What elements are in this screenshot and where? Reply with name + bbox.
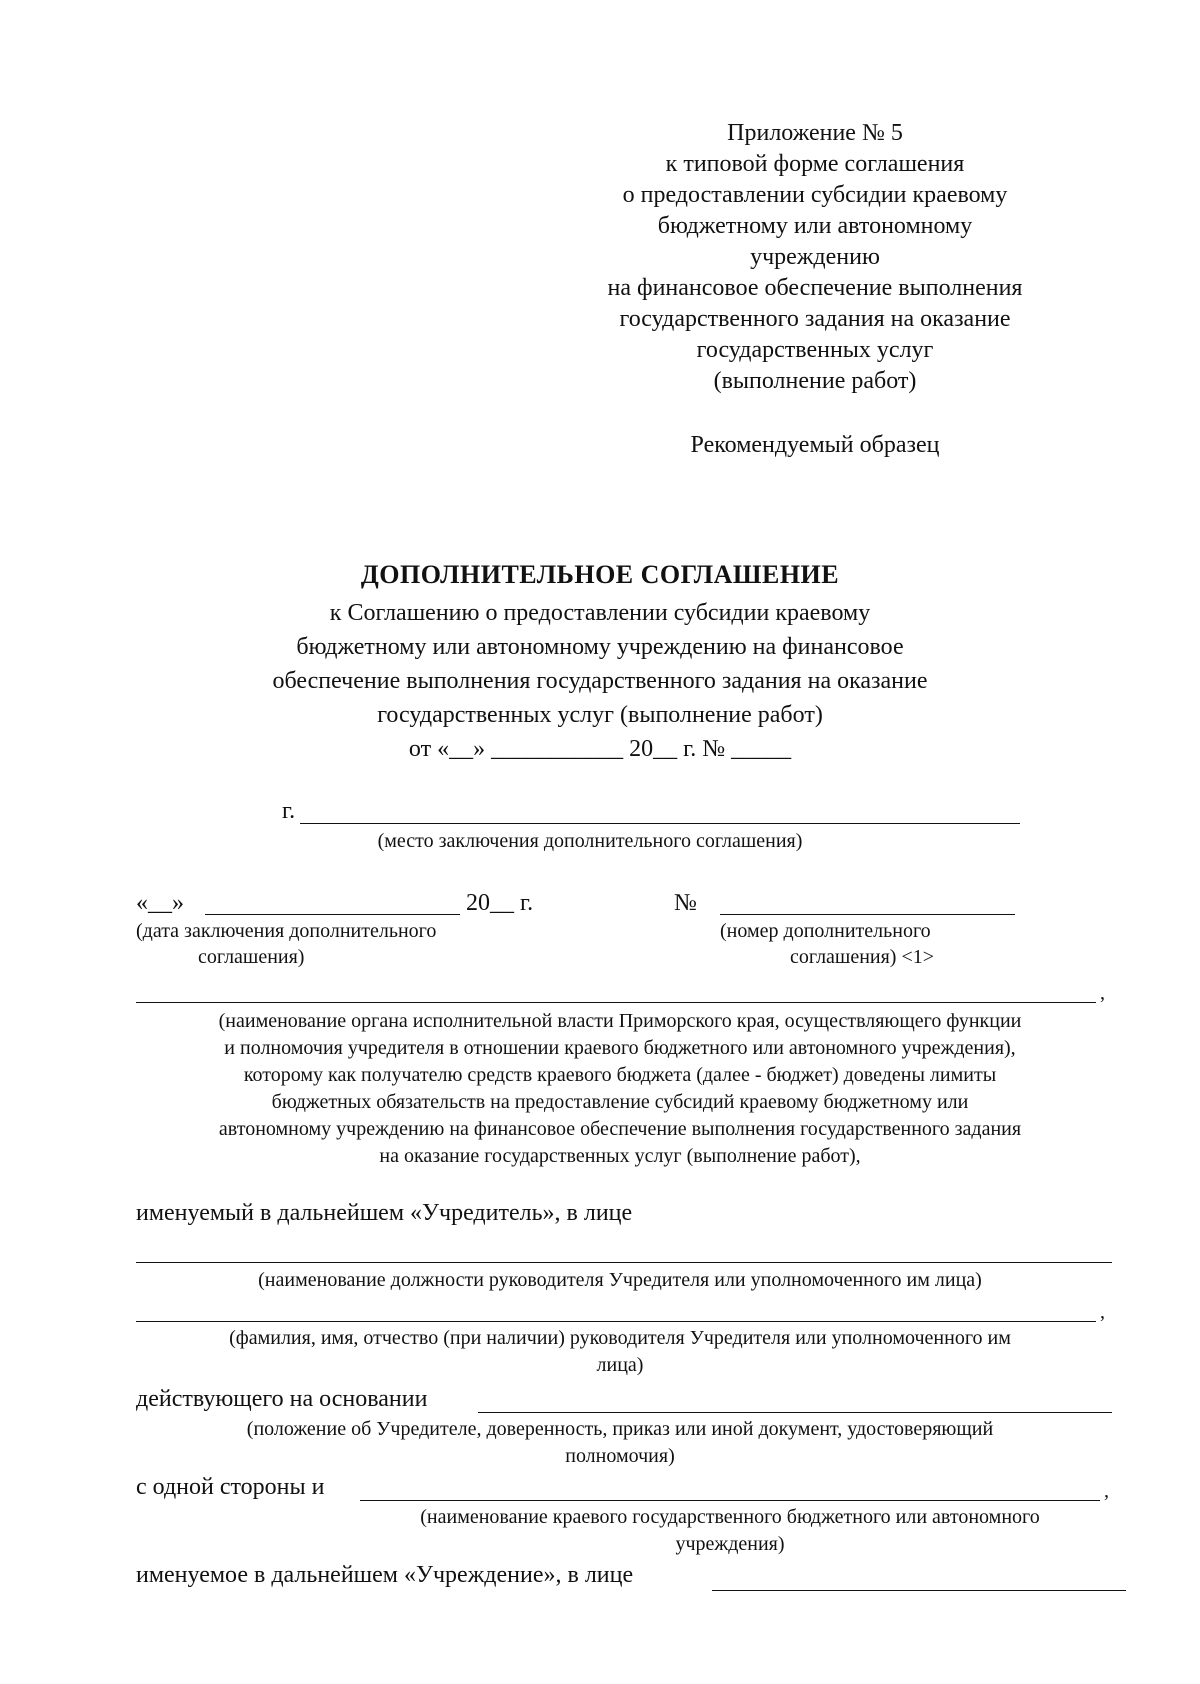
sample-label: Рекомендуемый образец bbox=[690, 432, 940, 458]
founder-named-line: именуемый в дальнейшем «Учредитель», в лице bbox=[136, 1200, 633, 1226]
city-prefix: г. bbox=[282, 798, 296, 824]
appendix-line: к типовой форме соглашения bbox=[665, 151, 965, 177]
number-sign: № bbox=[674, 890, 697, 916]
appendix-line: Приложение № 5 bbox=[727, 120, 903, 146]
title-line: государственных услуг (выполнение работ) bbox=[377, 702, 823, 728]
date-caption: соглашения) bbox=[198, 946, 305, 968]
date-caption: (дата заключения дополнительного bbox=[136, 920, 437, 942]
founder-org-caption: (наименование органа исполнительной власти Приморского края, осуществляющего функции bbox=[218, 1010, 1022, 1032]
institution-field-line[interactable] bbox=[360, 1500, 1100, 1501]
place-field-line[interactable] bbox=[300, 823, 1020, 824]
date-month-field-line[interactable] bbox=[205, 914, 460, 915]
basis-label: действующего на основании bbox=[136, 1386, 428, 1412]
other-side-label: с одной стороны и bbox=[136, 1474, 325, 1500]
founder-org-caption: автономному учреждению на финансовое обеспечение выполнения государственного задания bbox=[218, 1118, 1022, 1140]
founder-fio-field-line[interactable] bbox=[136, 1321, 1096, 1322]
appendix-line: на финансовое обеспечение выполнения bbox=[607, 275, 1023, 301]
institution-caption: (наименование краевого государственного бюджетного или автономного bbox=[420, 1506, 1040, 1528]
founder-fio-caption: (фамилия, имя, отчество (при наличии) руководителя Учредителя или уполномоченного им bbox=[229, 1327, 1011, 1349]
founder-org-caption: бюджетных обязательств на предоставление субсидий краевому бюджетному или bbox=[271, 1091, 969, 1113]
basis-caption: (положение об Учредителе, доверенность, приказ или иной документ, удостоверяющий bbox=[246, 1418, 994, 1440]
title-line: бюджетному или автономному учреждению на финансовое bbox=[296, 634, 904, 660]
appendix-line: учреждению bbox=[750, 244, 880, 270]
title-line: обеспечение выполнения государственного задания на оказание bbox=[272, 668, 928, 694]
institution-named-line: именуемое в дальнейшем «Учреждение», в лице bbox=[136, 1562, 634, 1588]
number-caption: (номер дополнительного bbox=[720, 920, 931, 942]
date-year-field: 20__ г. bbox=[466, 890, 534, 916]
date-day-field: «__» bbox=[136, 890, 184, 916]
institution-caption: учреждения) bbox=[675, 1533, 785, 1555]
founder-position-field-line[interactable] bbox=[136, 1262, 1112, 1263]
place-caption: (место заключения дополнительного соглашения) bbox=[377, 830, 803, 852]
founder-org-caption: и полномочия учредителя в отношении краевого бюджетного или автономного учреждения), bbox=[224, 1037, 1016, 1059]
institution-rep-field-line[interactable] bbox=[712, 1590, 1126, 1591]
founder-fio-caption: лица) bbox=[596, 1354, 644, 1376]
agreement-date-line: от «__» ___________ 20__ г. № _____ bbox=[408, 736, 792, 762]
founder-position-caption: (наименование должности руководителя Учредителя или уполномоченного им лица) bbox=[258, 1269, 982, 1291]
title-line: к Соглашению о предоставлении субсидии краевому bbox=[329, 600, 871, 626]
comma: , bbox=[1104, 1480, 1109, 1502]
comma: , bbox=[1100, 1301, 1105, 1323]
number-field-line[interactable] bbox=[720, 914, 1015, 915]
basis-field-line[interactable] bbox=[478, 1412, 1112, 1413]
appendix-line: бюджетному или автономному bbox=[657, 213, 973, 239]
founder-org-caption: на оказание государственных услуг (выполнение работ), bbox=[379, 1145, 861, 1167]
comma: , bbox=[1100, 982, 1105, 1004]
appendix-line: государственных услуг bbox=[696, 337, 934, 363]
appendix-line: (выполнение работ) bbox=[713, 368, 917, 394]
founder-org-field-line[interactable] bbox=[136, 1002, 1096, 1003]
basis-caption: полномочия) bbox=[565, 1445, 675, 1467]
number-caption: соглашения) <1> bbox=[790, 946, 935, 968]
appendix-line: о предоставлении субсидии краевому bbox=[622, 182, 1008, 208]
document-title: ДОПОЛНИТЕЛЬНОЕ СОГЛАШЕНИЕ bbox=[360, 560, 840, 589]
appendix-line: государственного задания на оказание bbox=[619, 306, 1011, 332]
founder-org-caption: которому как получателю средств краевого бюджета (далее - бюджет) доведены лимиты bbox=[243, 1064, 997, 1086]
